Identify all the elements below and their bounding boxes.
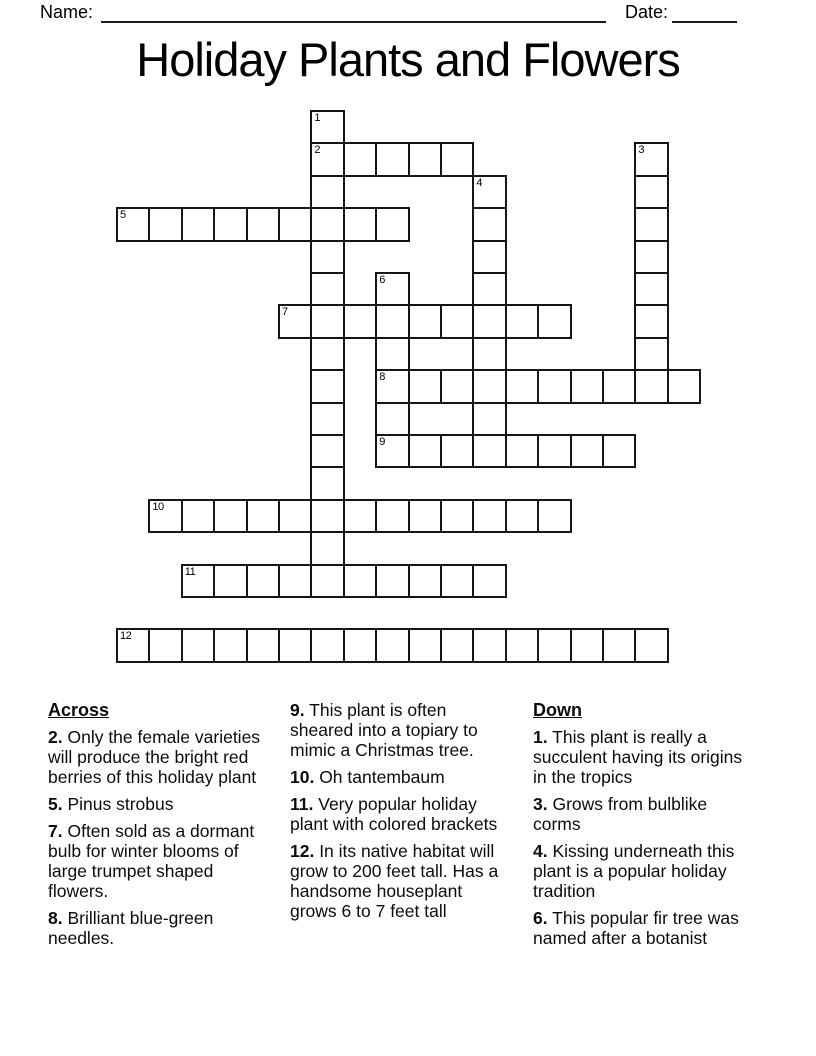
grid-cell-r16-c8[interactable] [375,628,409,662]
cell-number: 6 [379,274,385,286]
grid-cell-r6-c12[interactable] [505,304,539,338]
grid-cell-r8-c17[interactable] [667,369,701,403]
grid-cell-r6-c8[interactable] [375,304,409,338]
grid-cell-r6-c13[interactable] [537,304,571,338]
grid-cell-r6-c10[interactable] [440,304,474,338]
grid-cell-r10-c11[interactable] [472,434,506,468]
grid-cell-r10-c14[interactable] [570,434,604,468]
grid-cell-r10-c9[interactable] [408,434,442,468]
cell-number: 1 [314,112,321,124]
grid-cell-r16-c7[interactable] [343,628,377,662]
grid-cell-r12-c12[interactable] [505,499,539,533]
grid-cell-r1-c7[interactable] [343,142,377,176]
clue-11-across: 11. Very popular holiday plant with colored brackets [290,794,498,834]
grid-cell-r4-c16[interactable] [634,240,668,274]
grid-cell-r5-c8[interactable] [375,272,409,306]
clue-number: 11. [290,794,314,814]
grid-cell-r10-c13[interactable] [537,434,571,468]
grid-cell-r6-c6[interactable] [310,304,344,338]
grid-cell-r16-c15[interactable] [602,628,636,662]
grid-cell-r8-c13[interactable] [537,369,571,403]
grid-cell-r16-c5[interactable] [278,628,312,662]
grid-cell-r3-c1[interactable] [148,207,182,241]
grid-cell-r3-c8[interactable] [375,207,409,241]
grid-cell-r8-c14[interactable] [570,369,604,403]
grid-cell-r8-c12[interactable] [505,369,539,403]
grid-cell-r3-c3[interactable] [213,207,247,241]
grid-cell-r3-c7[interactable] [343,207,377,241]
clue-9-across: 9. This plant is often sheared into a topiary to mimic a Christmas tree. [290,700,478,760]
down-clues-column [533,700,745,955]
clue-number: 3. [533,794,548,814]
grid-cell-r16-c1[interactable] [148,628,182,662]
cell-number: 2 [314,144,321,157]
clue-number: 8. [48,908,63,928]
grid-cell-r16-c11[interactable] [472,628,506,662]
grid-cell-r6-c7[interactable] [343,304,377,338]
across-clues-list-1 [48,727,273,948]
grid-cell-r16-c9[interactable] [408,628,442,662]
grid-cell-r10-c8[interactable] [375,434,409,468]
cell-number: 10 [152,500,164,513]
cell-number: 3 [638,144,645,157]
grid-cell-r3-c6[interactable] [310,207,344,241]
grid-cell-r14-c11[interactable] [472,564,506,598]
cell-number: 5 [120,209,126,222]
grid-cell-r3-c16[interactable] [634,207,668,241]
clue-number: 4. [533,841,548,861]
clue-2-across: 2. Only the female varieties will produce the bright red berries of this holiday plant [48,727,261,787]
grid-cell-r12-c7[interactable] [343,499,377,533]
cell-number: 11 [184,565,196,578]
cell-number: 7 [282,306,288,319]
grid-cell-r12-c13[interactable] [537,499,571,533]
grid-cell-r12-c6[interactable] [310,499,344,533]
grid-cell-r9-c11[interactable] [472,402,506,436]
grid-cell-r3-c5[interactable] [278,207,312,241]
across-heading: Across [48,700,110,720]
grid-cell-r13-c6[interactable] [310,531,344,565]
grid-cell-r9-c8[interactable] [375,402,409,436]
down-heading: Down [533,700,582,720]
clue-number: 10. [290,767,315,787]
grid-cell-r8-c11[interactable] [472,369,506,403]
clue-1-down: 1. This plant is really a succulent having its origins in the tropics [533,727,743,787]
grid-cell-r6-c9[interactable] [408,304,442,338]
clue-number: 12. [290,841,315,861]
clue-number: 1. [533,727,548,747]
grid-cell-r5-c6[interactable] [310,272,344,306]
grid-cell-r12-c3[interactable] [213,499,247,533]
grid-cell-r14-c2[interactable] [181,564,215,598]
down-clues-list [533,727,745,948]
clue-4-down: 4. Kissing underneath this plant is a popular holiday tradition [533,841,735,901]
cell-number: 9 [379,436,385,448]
grid-cell-r1-c8[interactable] [375,142,409,176]
grid-cell-r11-c6[interactable] [310,466,344,500]
grid-cell-r4-c6[interactable] [310,240,344,274]
grid-cell-r5-c16[interactable] [634,272,668,306]
grid-cell-r3-c0[interactable] [116,207,150,241]
across-clues-list-2 [290,700,512,921]
grid-cell-r8-c6[interactable] [310,369,344,403]
grid-cell-r8-c8[interactable] [375,369,409,403]
clue-6-down: 6. This popular fir tree was named after a botanist [533,908,739,948]
grid-cell-r8-c10[interactable] [440,369,474,403]
page-title: Holiday Plants and Flowers [136,33,680,86]
grid-cell-r1-c6[interactable] [310,142,344,176]
grid-cell-r16-c14[interactable] [570,628,604,662]
grid-cell-r10-c12[interactable] [505,434,539,468]
grid-cell-r12-c2[interactable] [181,499,215,533]
clue-8-across: 8. Brilliant blue-green needles. [48,908,214,948]
grid-cell-r14-c3[interactable] [213,564,247,598]
grid-cell-r3-c2[interactable] [181,207,215,241]
grid-cell-r16-c4[interactable] [246,628,280,662]
cell-number: 4 [476,176,483,189]
grid-cell-r16-c6[interactable] [310,628,344,662]
grid-cell-r6-c11[interactable] [472,304,506,338]
grid-cell-r12-c4[interactable] [246,499,280,533]
grid-cell-r14-c10[interactable] [440,564,474,598]
clue-number: 6. [533,908,548,928]
grid-cell-r12-c8[interactable] [375,499,409,533]
clue-5-across: 5. Pinus strobus [48,794,174,814]
clue-12-across: 12. In its native habitat will grow to 200 feet tall. Has a handsome houseplant grows 6 to 7 feet tall [290,841,499,921]
grid-cell-r5-c11[interactable] [472,272,506,306]
grid-cell-r7-c11[interactable] [472,337,506,371]
clue-number: 2. [48,727,63,747]
grid-cell-r16-c16[interactable] [634,628,668,662]
grid-cell-r12-c1[interactable] [148,499,182,533]
grid-cell-r8-c9[interactable] [408,369,442,403]
grid-cell-r14-c4[interactable] [246,564,280,598]
grid-cell-r10-c6[interactable] [310,434,344,468]
clue-number: 7. [48,821,63,841]
grid-cell-r1-c10[interactable] [440,142,474,176]
grid-cell-r14-c7[interactable] [343,564,377,598]
clue-number: 9. [290,700,305,720]
cell-number: 8 [379,371,385,384]
across-clues-column [48,700,273,955]
grid-cell-r4-c11[interactable] [472,240,506,274]
grid-cell-r9-c6[interactable] [310,402,344,436]
grid-cell-r8-c16[interactable] [634,369,668,403]
clue-10-across: 10. Oh tantembaum [290,767,445,787]
grid-cell-r7-c16[interactable] [634,337,668,371]
grid-cell-r14-c9[interactable] [408,564,442,598]
grid-cell-r1-c9[interactable] [408,142,442,176]
grid-cell-r12-c5[interactable] [278,499,312,533]
grid-cell-r2-c11[interactable] [472,175,506,209]
grid-cell-r14-c5[interactable] [278,564,312,598]
grid-cell-r14-c8[interactable] [375,564,409,598]
cell-number: 12 [120,630,132,643]
grid-cell-r6-c5[interactable] [278,304,312,338]
grid-cell-r16-c13[interactable] [537,628,571,662]
grid-cell-r0-c6[interactable] [310,110,344,144]
grid-cell-r16-c3[interactable] [213,628,247,662]
grid-cell-r12-c10[interactable] [440,499,474,533]
date-label: Date: [625,2,669,22]
across-clues-column-2 [290,700,512,928]
grid-cell-r7-c8[interactable] [375,337,409,371]
grid-cell-r16-c0[interactable] [116,628,150,662]
grid-cell-r8-c15[interactable] [602,369,636,403]
grid-cell-r16-c2[interactable] [181,628,215,662]
name-label: Name: [40,2,94,22]
grid-cell-r10-c10[interactable] [440,434,474,468]
grid-cell-r7-c6[interactable] [310,337,344,371]
grid-cell-r16-c12[interactable] [505,628,539,662]
grid-cell-r10-c15[interactable] [602,434,636,468]
grid-cell-r16-c10[interactable] [440,628,474,662]
clue-3-down: 3. Grows from bulblike corms [533,794,708,834]
grid-cell-r2-c6[interactable] [310,175,344,209]
clue-7-across: 7. Often sold as a dormant bulb for winter blooms of large trumpet shaped flowers. [48,821,255,901]
grid-cell-r1-c16[interactable] [634,142,668,176]
grid-cell-r14-c6[interactable] [310,564,344,598]
grid-cell-r3-c11[interactable] [472,207,506,241]
grid-cell-r3-c4[interactable] [246,207,280,241]
grid-cell-r12-c9[interactable] [408,499,442,533]
grid-cell-r12-c11[interactable] [472,499,506,533]
clue-number: 5. [48,794,63,814]
grid-cell-r6-c16[interactable] [634,304,668,338]
grid-cell-r2-c16[interactable] [634,175,668,209]
